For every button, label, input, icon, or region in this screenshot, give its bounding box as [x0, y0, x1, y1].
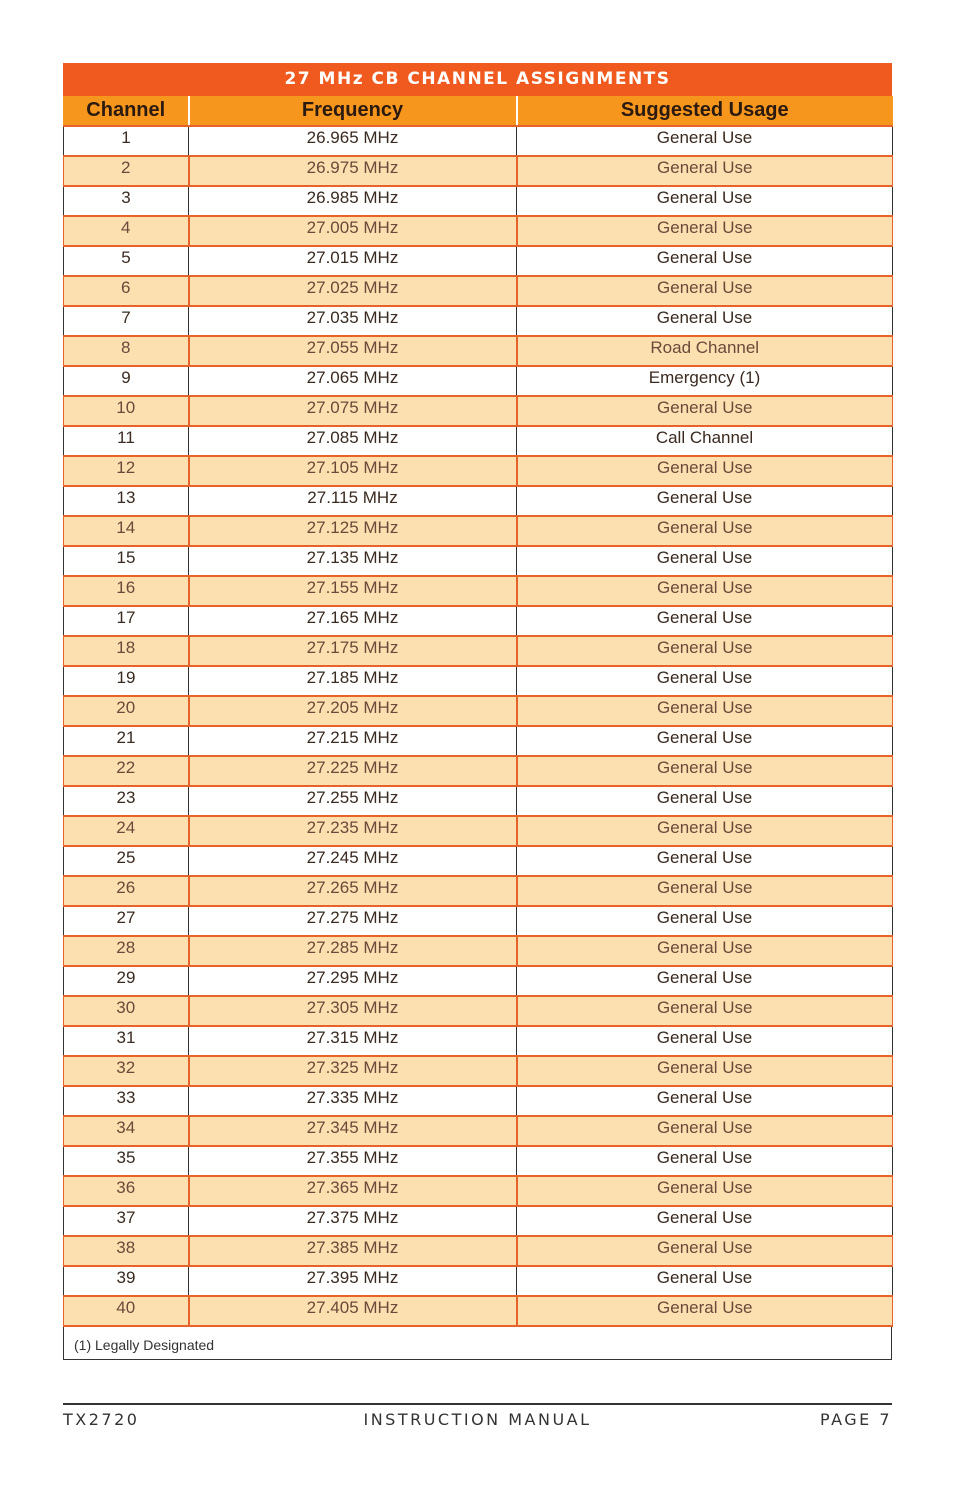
footer-model: TX2720 — [63, 1410, 140, 1429]
cell-frequency: 27.215 MHz — [189, 726, 517, 756]
header-channel: Channel — [64, 96, 189, 126]
table-row — [64, 906, 893, 936]
cell-frequency: 27.325 MHz — [189, 1056, 517, 1086]
cell-channel: 36 — [64, 1176, 189, 1206]
cell-usage: General Use — [517, 756, 893, 786]
page-footer — [63, 1410, 892, 1434]
footer-page-number: PAGE 7 — [819, 1410, 892, 1429]
cell-channel: 4 — [64, 216, 189, 246]
table-row — [64, 606, 893, 636]
table-row — [64, 696, 893, 726]
cell-usage: General Use — [517, 546, 893, 576]
cell-usage: General Use — [517, 1146, 893, 1176]
cell-channel: 9 — [64, 366, 189, 396]
cell-usage: General Use — [517, 1116, 893, 1146]
cell-channel: 39 — [64, 1266, 189, 1296]
cell-usage: General Use — [517, 636, 893, 666]
cell-frequency: 27.135 MHz — [189, 546, 517, 576]
cell-usage: General Use — [517, 1026, 893, 1056]
table-row — [64, 546, 893, 576]
cell-channel: 27 — [64, 906, 189, 936]
table-row — [64, 156, 893, 186]
cell-channel: 24 — [64, 816, 189, 846]
cell-frequency: 27.235 MHz — [189, 816, 517, 846]
cell-frequency: 27.265 MHz — [189, 876, 517, 906]
cell-usage: General Use — [517, 246, 893, 276]
cell-channel: 35 — [64, 1146, 189, 1176]
cell-usage: General Use — [517, 396, 893, 426]
cell-usage: General Use — [517, 786, 893, 816]
cell-usage: General Use — [517, 1206, 893, 1236]
cell-frequency: 27.125 MHz — [189, 516, 517, 546]
cell-channel: 23 — [64, 786, 189, 816]
table-row — [64, 186, 893, 216]
table-row — [64, 1206, 893, 1236]
cell-frequency: 27.375 MHz — [189, 1206, 517, 1236]
table-row — [64, 936, 893, 966]
cell-channel: 37 — [64, 1206, 189, 1236]
footnote: (1) Legally Designated — [63, 1327, 892, 1360]
cell-channel: 2 — [64, 156, 189, 186]
cell-channel: 18 — [64, 636, 189, 666]
cell-usage: Call Channel — [517, 426, 893, 456]
cell-channel: 7 — [64, 306, 189, 336]
cell-usage: General Use — [517, 186, 893, 216]
footer-divider — [63, 1403, 892, 1405]
cell-frequency: 27.085 MHz — [189, 426, 517, 456]
cell-usage: General Use — [517, 606, 893, 636]
table-body — [64, 126, 893, 1326]
cell-frequency: 27.185 MHz — [189, 666, 517, 696]
cell-usage: General Use — [517, 966, 893, 996]
table-row — [64, 306, 893, 336]
cell-frequency: 27.255 MHz — [189, 786, 517, 816]
cell-usage: General Use — [517, 516, 893, 546]
header-frequency: Frequency — [189, 96, 517, 126]
cell-usage: General Use — [517, 696, 893, 726]
cell-channel: 22 — [64, 756, 189, 786]
cell-channel: 30 — [64, 996, 189, 1026]
cell-channel: 8 — [64, 336, 189, 366]
cell-frequency: 27.035 MHz — [189, 306, 517, 336]
cell-usage: Emergency (1) — [517, 366, 893, 396]
cell-frequency: 27.165 MHz — [189, 606, 517, 636]
cell-frequency: 26.965 MHz — [189, 126, 517, 156]
table-row — [64, 516, 893, 546]
cell-usage: General Use — [517, 306, 893, 336]
cell-usage: General Use — [517, 1266, 893, 1296]
table-row — [64, 486, 893, 516]
table-row — [64, 576, 893, 606]
cell-frequency: 27.275 MHz — [189, 906, 517, 936]
cell-usage: General Use — [517, 1056, 893, 1086]
cell-channel: 38 — [64, 1236, 189, 1266]
cell-channel: 15 — [64, 546, 189, 576]
table-row — [64, 1056, 893, 1086]
table-row — [64, 786, 893, 816]
cell-usage: General Use — [517, 1236, 893, 1266]
cell-channel: 6 — [64, 276, 189, 306]
cell-frequency: 27.225 MHz — [189, 756, 517, 786]
cell-frequency: 26.985 MHz — [189, 186, 517, 216]
cell-usage: General Use — [517, 156, 893, 186]
cell-channel: 32 — [64, 1056, 189, 1086]
cell-frequency: 27.355 MHz — [189, 1146, 517, 1176]
table-row — [64, 1236, 893, 1266]
cell-channel: 5 — [64, 246, 189, 276]
table-row — [64, 846, 893, 876]
cell-usage: General Use — [517, 126, 893, 156]
cell-channel: 20 — [64, 696, 189, 726]
cell-usage: General Use — [517, 486, 893, 516]
cell-channel: 29 — [64, 966, 189, 996]
table-row — [64, 816, 893, 846]
cell-channel: 21 — [64, 726, 189, 756]
table-row — [64, 1026, 893, 1056]
channel-table — [63, 96, 893, 1327]
cell-usage: General Use — [517, 276, 893, 306]
cell-channel: 12 — [64, 456, 189, 486]
cell-channel: 25 — [64, 846, 189, 876]
cell-usage: General Use — [517, 876, 893, 906]
cell-channel: 1 — [64, 126, 189, 156]
table-row — [64, 246, 893, 276]
table-row — [64, 636, 893, 666]
table-row — [64, 396, 893, 426]
cell-channel: 11 — [64, 426, 189, 456]
cell-usage: General Use — [517, 216, 893, 246]
cell-usage: General Use — [517, 1296, 893, 1326]
table-row — [64, 1266, 893, 1296]
cell-usage: Road Channel — [517, 336, 893, 366]
cell-frequency: 27.115 MHz — [189, 486, 517, 516]
cell-frequency: 26.975 MHz — [189, 156, 517, 186]
cell-usage: General Use — [517, 666, 893, 696]
channel-table-container — [63, 63, 892, 1360]
cell-channel: 31 — [64, 1026, 189, 1056]
cell-channel: 3 — [64, 186, 189, 216]
cell-usage: General Use — [517, 996, 893, 1026]
cell-frequency: 27.155 MHz — [189, 576, 517, 606]
table-row — [64, 1296, 893, 1326]
cell-usage: General Use — [517, 906, 893, 936]
cell-frequency: 27.345 MHz — [189, 1116, 517, 1146]
cell-usage: General Use — [517, 456, 893, 486]
table-row — [64, 726, 893, 756]
table-row — [64, 456, 893, 486]
cell-frequency: 27.405 MHz — [189, 1296, 517, 1326]
footer-manual-title: INSTRUCTION MANUAL — [363, 1410, 592, 1429]
cell-frequency: 27.025 MHz — [189, 276, 517, 306]
cell-channel: 28 — [64, 936, 189, 966]
cell-channel: 34 — [64, 1116, 189, 1146]
cell-frequency: 27.365 MHz — [189, 1176, 517, 1206]
table-row — [64, 996, 893, 1026]
cell-frequency: 27.005 MHz — [189, 216, 517, 246]
cell-frequency: 27.395 MHz — [189, 1266, 517, 1296]
table-header-row — [64, 96, 893, 126]
table-row — [64, 876, 893, 906]
cell-usage: General Use — [517, 1086, 893, 1116]
cell-usage: General Use — [517, 816, 893, 846]
cell-usage: General Use — [517, 846, 893, 876]
cell-channel: 10 — [64, 396, 189, 426]
cell-frequency: 27.305 MHz — [189, 996, 517, 1026]
cell-frequency: 27.205 MHz — [189, 696, 517, 726]
cell-frequency: 27.315 MHz — [189, 1026, 517, 1056]
cell-usage: General Use — [517, 576, 893, 606]
cell-channel: 26 — [64, 876, 189, 906]
table-row — [64, 216, 893, 246]
table-row — [64, 966, 893, 996]
table-row — [64, 366, 893, 396]
cell-usage: General Use — [517, 726, 893, 756]
cell-frequency: 27.175 MHz — [189, 636, 517, 666]
cell-frequency: 27.245 MHz — [189, 846, 517, 876]
cell-channel: 40 — [64, 1296, 189, 1326]
cell-frequency: 27.335 MHz — [189, 1086, 517, 1116]
cell-channel: 17 — [64, 606, 189, 636]
cell-frequency: 27.105 MHz — [189, 456, 517, 486]
cell-usage: General Use — [517, 936, 893, 966]
cell-frequency: 27.285 MHz — [189, 936, 517, 966]
cell-frequency: 27.385 MHz — [189, 1236, 517, 1266]
cell-channel: 16 — [64, 576, 189, 606]
cell-channel: 13 — [64, 486, 189, 516]
cell-channel: 19 — [64, 666, 189, 696]
table-title: 27 MHz CB CHANNEL ASSIGNMENTS — [63, 63, 892, 96]
table-row — [64, 1116, 893, 1146]
cell-usage: General Use — [517, 1176, 893, 1206]
table-row — [64, 336, 893, 366]
table-row — [64, 426, 893, 456]
cell-frequency: 27.055 MHz — [189, 336, 517, 366]
table-row — [64, 666, 893, 696]
table-row — [64, 756, 893, 786]
table-row — [64, 126, 893, 156]
cell-channel: 14 — [64, 516, 189, 546]
header-suggested-usage: Suggested Usage — [517, 96, 893, 126]
cell-frequency: 27.065 MHz — [189, 366, 517, 396]
cell-frequency: 27.295 MHz — [189, 966, 517, 996]
cell-frequency: 27.075 MHz — [189, 396, 517, 426]
table-row — [64, 1146, 893, 1176]
cell-channel: 33 — [64, 1086, 189, 1116]
table-row — [64, 1176, 893, 1206]
table-row — [64, 276, 893, 306]
table-row — [64, 1086, 893, 1116]
cell-frequency: 27.015 MHz — [189, 246, 517, 276]
